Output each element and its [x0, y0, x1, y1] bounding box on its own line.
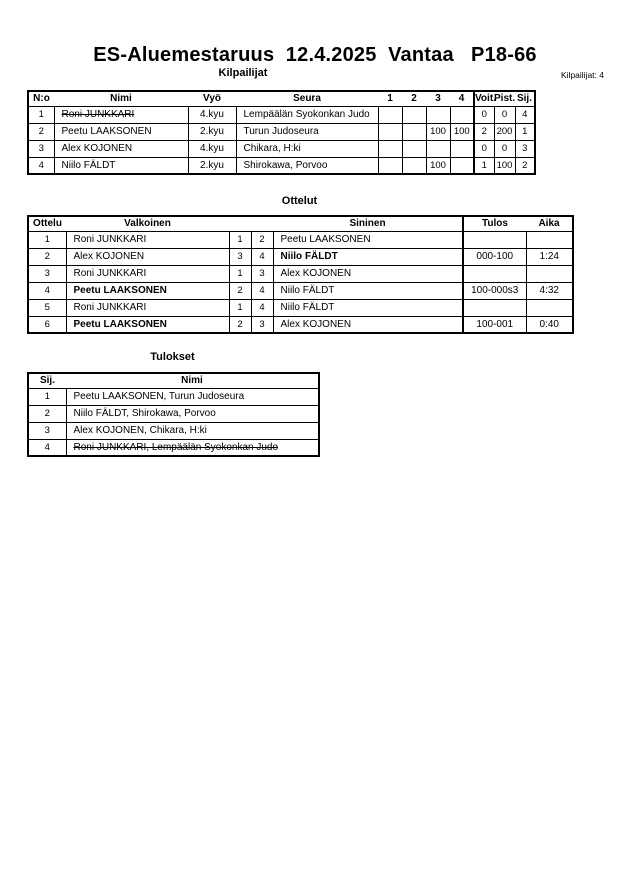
cell-c1 [378, 140, 402, 157]
col-header-nimi: Nimi [66, 373, 319, 388]
cell-place: 2 [28, 405, 66, 422]
cell-match-no: 1 [28, 231, 66, 248]
cell-white: Roni JUNKKARI [66, 265, 229, 282]
cell-time [526, 231, 573, 248]
cell-vyo: 4.kyu [188, 140, 236, 157]
cell-white-no: 1 [229, 231, 251, 248]
col-header-pist: Pist. [494, 91, 515, 106]
cell-blue: Niilo FÄLDT [273, 282, 463, 299]
cell-vyo: 2.kyu [188, 157, 236, 174]
cell-time: 1:24 [526, 248, 573, 265]
table-row [28, 299, 573, 316]
table-row [28, 388, 319, 405]
cell-result [463, 265, 526, 282]
col-header-tulos: Tulos [463, 216, 526, 231]
cell-nimi: Peetu LAAKSONEN [54, 123, 188, 140]
table-row [28, 248, 573, 265]
cell-result [463, 299, 526, 316]
ottelut-table [27, 215, 574, 334]
col-header-3: 3 [426, 91, 450, 106]
cell-place: 3 [28, 422, 66, 439]
cell-no: 4 [28, 157, 54, 174]
cell-match-no: 3 [28, 265, 66, 282]
cell-sij: 3 [515, 140, 535, 157]
col-header-vyo: Vyö [188, 91, 236, 106]
col-header-1: 1 [378, 91, 402, 106]
cell-nimi: Niilo FÄLDT [54, 157, 188, 174]
cell-vyo: 4.kyu [188, 106, 236, 123]
cell-nimi: Roni JUNKKARI [54, 106, 188, 123]
table-row [28, 316, 573, 333]
col-header-2: 2 [402, 91, 426, 106]
cell-blue: Niilo FÄLDT [273, 248, 463, 265]
col-header-sij: Sij. [515, 91, 535, 106]
cell-c1 [378, 123, 402, 140]
cell-white-no: 1 [229, 265, 251, 282]
table-row [28, 265, 573, 282]
cell-match-no: 2 [28, 248, 66, 265]
tulokset-section-title: Tulokset [150, 351, 195, 363]
col-header-bnum [251, 216, 273, 231]
cell-vyo: 2.kyu [188, 123, 236, 140]
cell-name: Roni JUNKKARI, Lempäälän Syokonkan Judo [66, 439, 319, 456]
cell-c3: 100 [426, 157, 450, 174]
cell-white-no: 3 [229, 248, 251, 265]
cell-no: 1 [28, 106, 54, 123]
table-row [28, 439, 319, 456]
col-header-seura: Seura [236, 91, 378, 106]
cell-c3 [426, 140, 450, 157]
cell-c1 [378, 157, 402, 174]
cell-white: Peetu LAAKSONEN [66, 282, 229, 299]
cell-voit: 0 [474, 106, 494, 123]
table-row [28, 231, 573, 248]
cell-name: Peetu LAAKSONEN, Turun Judoseura [66, 388, 319, 405]
cell-place: 4 [28, 439, 66, 456]
cell-c4 [450, 106, 474, 123]
table-row [28, 140, 535, 157]
cell-c3 [426, 106, 450, 123]
cell-white: Alex KOJONEN [66, 248, 229, 265]
cell-result: 100-001 [463, 316, 526, 333]
cell-pist: 200 [494, 123, 515, 140]
cell-result [463, 231, 526, 248]
kilpailijat-table [27, 90, 536, 175]
cell-sij: 2 [515, 157, 535, 174]
table-row [28, 106, 535, 123]
col-header-wnum [229, 216, 251, 231]
cell-name: Niilo FÄLDT, Shirokawa, Porvoo [66, 405, 319, 422]
cell-result: 100-000s3 [463, 282, 526, 299]
cell-white: Peetu LAAKSONEN [66, 316, 229, 333]
col-header-4: 4 [450, 91, 474, 106]
cell-voit: 0 [474, 140, 494, 157]
cell-blue-no: 4 [251, 248, 273, 265]
cell-match-no: 4 [28, 282, 66, 299]
cell-nimi: Alex KOJONEN [54, 140, 188, 157]
cell-blue-no: 4 [251, 282, 273, 299]
cell-white-no: 2 [229, 282, 251, 299]
cell-blue: Alex KOJONEN [273, 316, 463, 333]
col-header-aika: Aika [526, 216, 573, 231]
cell-blue: Peetu LAAKSONEN [273, 231, 463, 248]
cell-white-no: 2 [229, 316, 251, 333]
cell-seura: Turun Judoseura [236, 123, 378, 140]
table-row [28, 282, 573, 299]
cell-voit: 2 [474, 123, 494, 140]
col-header-no: N:o [28, 91, 54, 106]
tulokset-header-row [28, 373, 319, 388]
cell-no: 3 [28, 140, 54, 157]
col-header-nimi: Nimi [54, 91, 188, 106]
table-row [28, 405, 319, 422]
cell-time: 4:32 [526, 282, 573, 299]
cell-sij: 1 [515, 123, 535, 140]
cell-sij: 4 [515, 106, 535, 123]
col-header-sininen: Sininen [273, 216, 463, 231]
cell-voit: 1 [474, 157, 494, 174]
cell-white: Roni JUNKKARI [66, 231, 229, 248]
cell-time: 0:40 [526, 316, 573, 333]
cell-seura: Chikara, H:ki [236, 140, 378, 157]
cell-seura: Lempäälän Syokonkan Judo [236, 106, 378, 123]
col-header-sij: Sij. [28, 373, 66, 388]
cell-time [526, 265, 573, 282]
cell-c4 [450, 140, 474, 157]
tulokset-table [27, 372, 320, 457]
page-title: ES-Aluemestaruus 12.4.2025 Vantaa P18-66 [93, 44, 537, 66]
cell-time [526, 299, 573, 316]
cell-white-no: 1 [229, 299, 251, 316]
cell-blue-no: 4 [251, 299, 273, 316]
cell-c2 [402, 123, 426, 140]
cell-seura: Shirokawa, Porvoo [236, 157, 378, 174]
ottelut-section-title: Ottelut [281, 195, 318, 207]
cell-blue: Alex KOJONEN [273, 265, 463, 282]
cell-blue-no: 3 [251, 265, 273, 282]
cell-c1 [378, 106, 402, 123]
competitor-count-label: Kilpailijat: 4 [561, 70, 604, 80]
cell-pist: 100 [494, 157, 515, 174]
col-header-voit: Voit. [474, 91, 494, 106]
cell-c2 [402, 140, 426, 157]
table-row [28, 123, 535, 140]
cell-c2 [402, 157, 426, 174]
cell-blue: Niilo FÄLDT [273, 299, 463, 316]
cell-white: Roni JUNKKARI [66, 299, 229, 316]
cell-place: 1 [28, 388, 66, 405]
kilpailijat-header-row [28, 91, 535, 106]
cell-c4 [450, 157, 474, 174]
cell-match-no: 5 [28, 299, 66, 316]
cell-result: 000-100 [463, 248, 526, 265]
cell-c3: 100 [426, 123, 450, 140]
cell-match-no: 6 [28, 316, 66, 333]
col-header-valkoinen: Valkoinen [66, 216, 229, 231]
table-row [28, 157, 535, 174]
cell-name: Alex KOJONEN, Chikara, H:ki [66, 422, 319, 439]
cell-blue-no: 3 [251, 316, 273, 333]
kilpailijat-section-title: Kilpailijat [218, 67, 268, 79]
cell-no: 2 [28, 123, 54, 140]
cell-blue-no: 2 [251, 231, 273, 248]
ottelut-header-row [28, 216, 573, 231]
cell-c4: 100 [450, 123, 474, 140]
cell-pist: 0 [494, 140, 515, 157]
table-row [28, 422, 319, 439]
col-header-ottelu: Ottelu [28, 216, 66, 231]
cell-pist: 0 [494, 106, 515, 123]
cell-c2 [402, 106, 426, 123]
